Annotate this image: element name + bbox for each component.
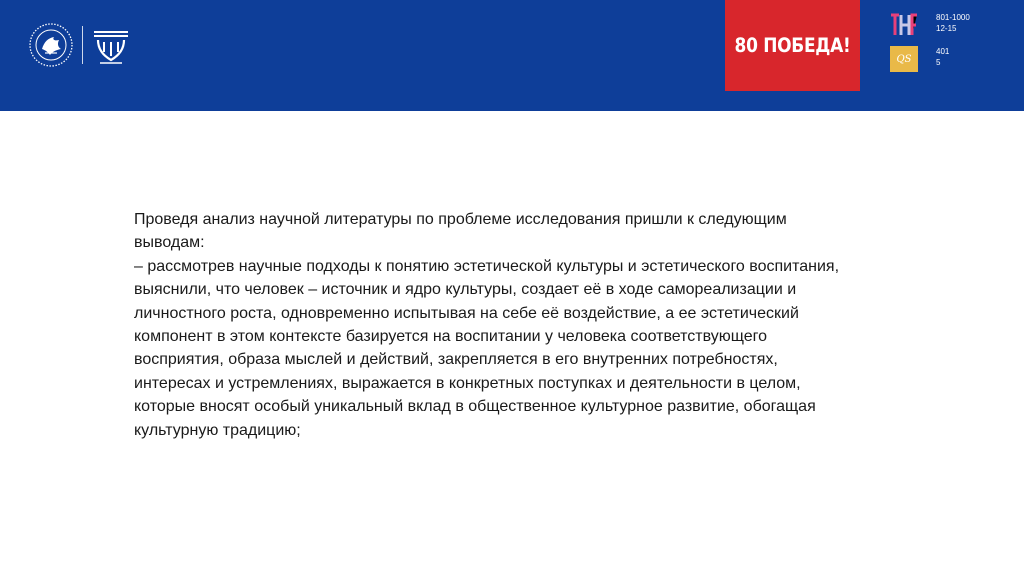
qs-ranking-line-2: 5 [936, 58, 941, 67]
logo-divider [82, 26, 83, 64]
qs-logo-label: QS [896, 53, 912, 65]
conclusion-paragraph: – рассмотрев научные подходы к понятию эстетической культуры и эстетического воспитания, выяснили, что человек – источник и ядро культуры, создает её в ходе самореализации и личностного роста, одновременно испытывая на себе её воздействие, а ее эстетический компонент в этом контексте базируется на воспитании у человека соответствующего восприятия, образа мыслей и действий, закрепляется в его внутренних потребностях, интересах и устремлениях, выражается в конкретных поступках и деятельности в целом, которые вносят особый уникальный вклад в общественное культурное развитие, обогащая культурную традицию; [134, 257, 840, 439]
header-bar [0, 0, 1024, 111]
institute-emblem-icon [90, 26, 132, 66]
qs-ranking-line-1: 401 [936, 47, 950, 56]
university-emblem-icon [28, 22, 74, 68]
the-ranking-values [936, 12, 970, 34]
the-ranking-line-1: 801-1000 [936, 13, 970, 22]
victory-banner-text: 80 ПОБЕДА! [734, 34, 851, 57]
victory-80-banner [725, 0, 860, 91]
intro-paragraph: Проведя анализ научной литературы по проблеме исследования пришли к следующим выводам: [134, 211, 787, 252]
the-ranking-line-2: 12-15 [936, 24, 957, 33]
qs-ranking-values [936, 46, 949, 68]
slide-body-text [134, 208, 854, 442]
the-ranking-logo-icon [890, 12, 918, 38]
qs-ranking-logo-icon [890, 46, 918, 72]
